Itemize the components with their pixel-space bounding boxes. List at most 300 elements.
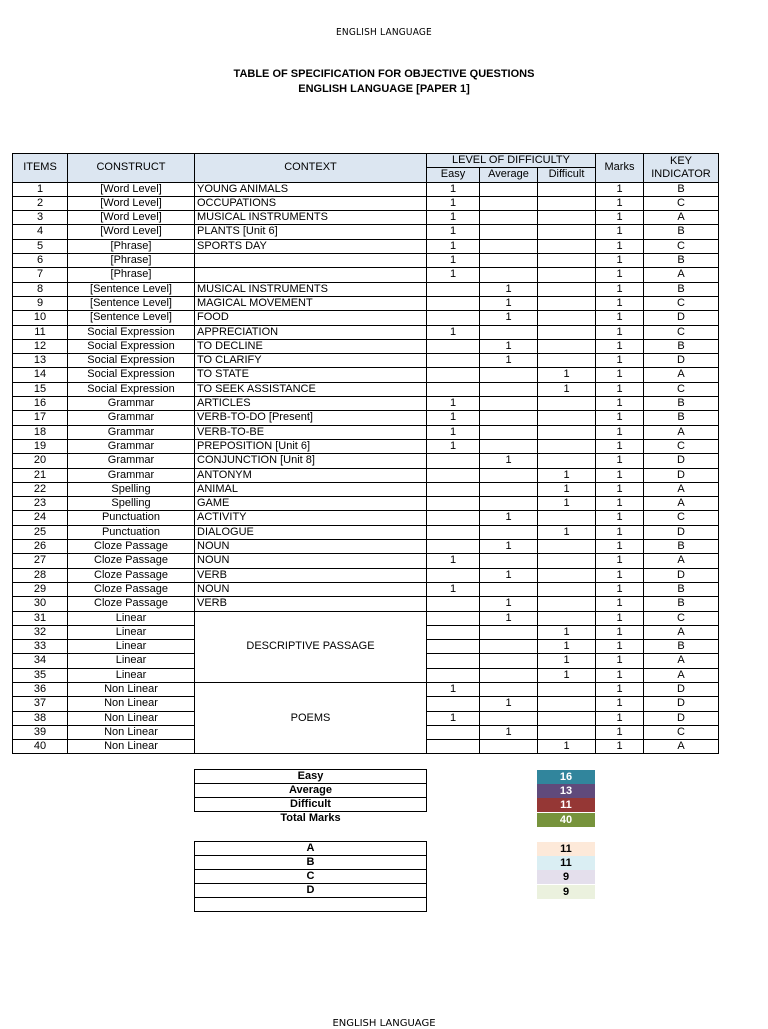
key-indicator-cell: A (644, 740, 719, 754)
table-row (13, 368, 719, 382)
context-cell: PREPOSITION [Unit 6] (195, 439, 427, 453)
header-context: CONTEXT (195, 154, 427, 183)
average-cell: 1 (480, 511, 538, 525)
key-summary-table (194, 841, 427, 912)
item-number-cell: 3 (13, 211, 68, 225)
header-level-of-difficulty: LEVEL OF DIFFICULTY (427, 154, 596, 168)
marks-cell: 1 (596, 268, 644, 282)
marks-cell: 1 (596, 511, 644, 525)
difficult-cell: 1 (538, 468, 596, 482)
document-title: TABLE OF SPECIFICATION FOR OBJECTIVE QUESTIONS (233, 68, 535, 80)
difficult-cell (538, 540, 596, 554)
difficult-cell: 1 (538, 482, 596, 496)
summary-row (195, 812, 427, 826)
item-number-cell: 40 (13, 740, 68, 754)
easy-cell: 1 (427, 182, 480, 196)
easy-cell (427, 625, 480, 639)
summary-empty-cell (195, 898, 427, 912)
average-cell: 1 (480, 311, 538, 325)
context-cell: DIALOGUE (195, 525, 427, 539)
context-cell: OCCUPATIONS (195, 196, 427, 210)
average-cell (480, 211, 538, 225)
summary-empty-row (195, 898, 427, 912)
average-cell: 1 (480, 282, 538, 296)
difficult-cell (538, 568, 596, 582)
easy-cell: 1 (427, 411, 480, 425)
context-cell: APPRECIATION (195, 325, 427, 339)
construct-cell: Social Expression (68, 382, 195, 396)
context-cell (195, 254, 427, 268)
key-indicator-cell: A (644, 368, 719, 382)
item-number-cell: 25 (13, 525, 68, 539)
marks-cell: 1 (596, 711, 644, 725)
key-indicator-cell: A (644, 482, 719, 496)
item-number-cell: 17 (13, 411, 68, 425)
construct-cell: [Word Level] (68, 211, 195, 225)
marks-cell: 1 (596, 468, 644, 482)
easy-cell (427, 640, 480, 654)
summary-row (195, 842, 427, 856)
easy-cell (427, 311, 480, 325)
marks-cell: 1 (596, 497, 644, 511)
summary-row (195, 784, 427, 798)
key-indicator-cell: A (644, 654, 719, 668)
marks-cell: 1 (596, 368, 644, 382)
average-cell (480, 482, 538, 496)
average-cell: 1 (480, 568, 538, 582)
easy-cell: 1 (427, 582, 480, 596)
item-number-cell: 7 (13, 268, 68, 282)
easy-cell: 1 (427, 268, 480, 282)
item-number-cell: 1 (13, 182, 68, 196)
average-cell: 1 (480, 454, 538, 468)
table-row (13, 568, 719, 582)
easy-cell (427, 454, 480, 468)
average-cell: 1 (480, 597, 538, 611)
difficult-cell: 1 (538, 368, 596, 382)
table-row (13, 397, 719, 411)
marks-cell: 1 (596, 625, 644, 639)
difficult-cell (538, 311, 596, 325)
construct-cell: [Word Level] (68, 196, 195, 210)
easy-cell (427, 468, 480, 482)
average-cell (480, 682, 538, 696)
average-cell (480, 425, 538, 439)
key-indicator-cell: B (644, 397, 719, 411)
header-construct: CONSTRUCT (68, 154, 195, 183)
marks-cell: 1 (596, 640, 644, 654)
construct-cell: Spelling (68, 482, 195, 496)
construct-cell: [Phrase] (68, 254, 195, 268)
table-row (13, 296, 719, 310)
summary-label: C (195, 870, 427, 884)
easy-cell (427, 482, 480, 496)
table-row (13, 311, 719, 325)
item-number-cell: 16 (13, 397, 68, 411)
key-indicator-cell: B (644, 540, 719, 554)
easy-cell: 1 (427, 325, 480, 339)
context-cell: CONJUNCTION [Unit 8] (195, 454, 427, 468)
key-indicator-cell: B (644, 582, 719, 596)
marks-cell: 1 (596, 239, 644, 253)
summary-row (195, 770, 427, 784)
item-number-cell: 36 (13, 682, 68, 696)
construct-cell: Spelling (68, 497, 195, 511)
marks-cell: 1 (596, 225, 644, 239)
table-row (13, 325, 719, 339)
construct-cell: Cloze Passage (68, 597, 195, 611)
average-cell (480, 525, 538, 539)
easy-cell (427, 296, 480, 310)
item-number-cell: 19 (13, 439, 68, 453)
construct-cell: Cloze Passage (68, 568, 195, 582)
context-cell: MUSICAL INSTRUMENTS (195, 282, 427, 296)
easy-cell (427, 725, 480, 739)
summary-label: Total Marks (280, 812, 341, 824)
construct-cell: [Word Level] (68, 182, 195, 196)
construct-cell: Linear (68, 640, 195, 654)
marks-cell: 1 (596, 182, 644, 196)
specification-table-body (13, 182, 719, 754)
context-cell: TO DECLINE (195, 339, 427, 353)
item-number-cell: 18 (13, 425, 68, 439)
construct-cell: Grammar (68, 397, 195, 411)
header-difficult: Difficult (538, 168, 596, 182)
easy-cell (427, 368, 480, 382)
difficult-cell (538, 182, 596, 196)
average-cell (480, 397, 538, 411)
marks-cell: 1 (596, 425, 644, 439)
difficult-cell (538, 339, 596, 353)
difficult-cell: 1 (538, 668, 596, 682)
easy-cell: 1 (427, 254, 480, 268)
average-cell: 1 (480, 725, 538, 739)
context-cell: VERB-TO-BE (195, 425, 427, 439)
construct-cell: Punctuation (68, 525, 195, 539)
table-row (13, 254, 719, 268)
item-number-cell: 21 (13, 468, 68, 482)
marks-cell: 1 (596, 568, 644, 582)
difficult-cell: 1 (538, 654, 596, 668)
difficult-cell (538, 597, 596, 611)
key-indicator-cell: B (644, 640, 719, 654)
easy-cell (427, 668, 480, 682)
summary-value: 9 (537, 885, 595, 899)
marks-cell: 1 (596, 654, 644, 668)
table-row (13, 554, 719, 568)
construct-cell: Social Expression (68, 368, 195, 382)
context-cell: PLANTS [Unit 6] (195, 225, 427, 239)
difficult-cell (538, 211, 596, 225)
average-cell: 1 (480, 296, 538, 310)
easy-cell: 1 (427, 425, 480, 439)
table-row (13, 182, 719, 196)
item-number-cell: 27 (13, 554, 68, 568)
key-indicator-cell: A (644, 497, 719, 511)
construct-cell: Non Linear (68, 682, 195, 696)
item-number-cell: 35 (13, 668, 68, 682)
summary-label: Average (195, 784, 427, 798)
average-cell (480, 382, 538, 396)
marks-cell: 1 (596, 339, 644, 353)
construct-cell: [Sentence Level] (68, 282, 195, 296)
construct-cell: Social Expression (68, 354, 195, 368)
average-cell (480, 325, 538, 339)
difficult-cell (538, 397, 596, 411)
difficult-cell: 1 (538, 497, 596, 511)
difficult-cell (538, 511, 596, 525)
average-cell (480, 254, 538, 268)
table-row (13, 682, 719, 696)
key-indicator-cell: A (644, 625, 719, 639)
average-cell (480, 268, 538, 282)
table-row (13, 482, 719, 496)
marks-cell: 1 (596, 325, 644, 339)
key-indicator-cell: D (644, 468, 719, 482)
marks-cell: 1 (596, 697, 644, 711)
header-easy: Easy (427, 168, 480, 182)
item-number-cell: 9 (13, 296, 68, 310)
item-number-cell: 14 (13, 368, 68, 382)
difficult-cell (538, 254, 596, 268)
context-cell: ACTIVITY (195, 511, 427, 525)
easy-cell: 1 (427, 211, 480, 225)
table-row (13, 611, 719, 625)
average-cell (480, 654, 538, 668)
context-cell: VERB (195, 597, 427, 611)
marks-cell: 1 (596, 682, 644, 696)
summary-label: D (195, 884, 427, 898)
marks-cell: 1 (596, 525, 644, 539)
easy-cell (427, 654, 480, 668)
summary-value: 11 (537, 798, 595, 812)
context-poems: POEMS (195, 682, 427, 753)
marks-cell: 1 (596, 740, 644, 754)
key-indicator-cell: D (644, 568, 719, 582)
difficult-cell (538, 325, 596, 339)
key-indicator-cell: B (644, 339, 719, 353)
key-indicator-cell: D (644, 354, 719, 368)
key-indicator-cell: D (644, 525, 719, 539)
construct-cell: [Phrase] (68, 268, 195, 282)
difficult-cell: 1 (538, 382, 596, 396)
item-number-cell: 15 (13, 382, 68, 396)
item-number-cell: 5 (13, 239, 68, 253)
average-cell (480, 368, 538, 382)
easy-cell: 1 (427, 439, 480, 453)
average-cell: 1 (480, 611, 538, 625)
easy-cell (427, 497, 480, 511)
summary-label: Easy (195, 770, 427, 784)
item-number-cell: 37 (13, 697, 68, 711)
page-header: ENGLISH LANGUAGE (336, 27, 432, 38)
easy-cell: 1 (427, 225, 480, 239)
easy-cell (427, 611, 480, 625)
summary-row (195, 870, 427, 884)
context-cell: TO SEEK ASSISTANCE (195, 382, 427, 396)
item-number-cell: 11 (13, 325, 68, 339)
document-subtitle: ENGLISH LANGUAGE [PAPER 1] (298, 83, 470, 95)
construct-cell: Cloze Passage (68, 582, 195, 596)
item-number-cell: 13 (13, 354, 68, 368)
key-indicator-cell: B (644, 254, 719, 268)
table-row (13, 497, 719, 511)
construct-cell: Linear (68, 625, 195, 639)
average-cell: 1 (480, 540, 538, 554)
key-indicator-cell: C (644, 439, 719, 453)
difficult-cell (538, 682, 596, 696)
key-indicator-cell: A (644, 554, 719, 568)
construct-cell: Linear (68, 654, 195, 668)
context-cell: ARTICLES (195, 397, 427, 411)
item-number-cell: 39 (13, 725, 68, 739)
key-indicator-cell: D (644, 454, 719, 468)
easy-cell (427, 697, 480, 711)
specification-table (12, 153, 719, 754)
table-row (13, 540, 719, 554)
marks-cell: 1 (596, 382, 644, 396)
context-cell: FOOD (195, 311, 427, 325)
marks-cell: 1 (596, 725, 644, 739)
difficult-cell (538, 425, 596, 439)
item-number-cell: 10 (13, 311, 68, 325)
difficult-cell: 1 (538, 740, 596, 754)
easy-cell: 1 (427, 554, 480, 568)
table-row (13, 425, 719, 439)
key-indicator-cell: C (644, 611, 719, 625)
key-indicator-cell: D (644, 697, 719, 711)
easy-cell (427, 568, 480, 582)
average-cell (480, 497, 538, 511)
context-cell (195, 268, 427, 282)
construct-cell: Social Expression (68, 339, 195, 353)
average-cell (480, 582, 538, 596)
easy-cell (427, 339, 480, 353)
difficult-cell (538, 196, 596, 210)
key-indicator-cell: D (644, 711, 719, 725)
marks-cell: 1 (596, 611, 644, 625)
marks-cell: 1 (596, 482, 644, 496)
marks-cell: 1 (596, 597, 644, 611)
item-number-cell: 29 (13, 582, 68, 596)
construct-cell: Non Linear (68, 697, 195, 711)
construct-cell: [Word Level] (68, 225, 195, 239)
header-marks: Marks (596, 154, 644, 183)
difficult-cell (538, 697, 596, 711)
average-cell: 1 (480, 354, 538, 368)
item-number-cell: 6 (13, 254, 68, 268)
easy-cell (427, 511, 480, 525)
summary-value: 40 (537, 813, 595, 827)
average-cell (480, 411, 538, 425)
marks-cell: 1 (596, 582, 644, 596)
average-cell (480, 740, 538, 754)
table-row (13, 411, 719, 425)
context-cell: GAME (195, 497, 427, 511)
construct-cell: Grammar (68, 411, 195, 425)
summary-value: 11 (537, 856, 595, 870)
construct-cell: Grammar (68, 454, 195, 468)
context-cell: ANTONYM (195, 468, 427, 482)
easy-cell: 1 (427, 682, 480, 696)
marks-cell: 1 (596, 196, 644, 210)
summary-label: Difficult (195, 798, 427, 812)
average-cell (480, 668, 538, 682)
difficult-cell: 1 (538, 525, 596, 539)
item-number-cell: 22 (13, 482, 68, 496)
difficult-cell (538, 711, 596, 725)
difficult-cell: 1 (538, 640, 596, 654)
table-row (13, 196, 719, 210)
table-row (13, 211, 719, 225)
key-indicator-cell: C (644, 325, 719, 339)
construct-cell: Linear (68, 611, 195, 625)
table-row (13, 582, 719, 596)
average-cell (480, 225, 538, 239)
context-cell: VERB (195, 568, 427, 582)
construct-cell: Punctuation (68, 511, 195, 525)
marks-cell: 1 (596, 211, 644, 225)
context-cell: NOUN (195, 540, 427, 554)
difficult-cell (538, 411, 596, 425)
marks-cell: 1 (596, 540, 644, 554)
summary-row (195, 884, 427, 898)
difficult-cell (538, 439, 596, 453)
item-number-cell: 23 (13, 497, 68, 511)
difficult-cell (538, 611, 596, 625)
construct-cell: [Sentence Level] (68, 311, 195, 325)
average-cell: 1 (480, 697, 538, 711)
key-indicator-cell: A (644, 211, 719, 225)
item-number-cell: 31 (13, 611, 68, 625)
average-cell (480, 182, 538, 196)
difficult-cell (538, 354, 596, 368)
difficult-cell (538, 268, 596, 282)
item-number-cell: 28 (13, 568, 68, 582)
table-row (13, 239, 719, 253)
construct-cell: Non Linear (68, 711, 195, 725)
construct-cell: Cloze Passage (68, 540, 195, 554)
context-cell: NOUN (195, 582, 427, 596)
average-cell (480, 625, 538, 639)
easy-cell (427, 382, 480, 396)
easy-cell (427, 540, 480, 554)
easy-cell (427, 740, 480, 754)
marks-cell: 1 (596, 454, 644, 468)
summary-row (195, 856, 427, 870)
difficult-cell (538, 582, 596, 596)
summary-value: 16 (537, 770, 595, 784)
average-cell (480, 239, 538, 253)
difficult-cell (538, 225, 596, 239)
key-indicator-cell: C (644, 511, 719, 525)
table-row (13, 439, 719, 453)
item-number-cell: 38 (13, 711, 68, 725)
context-cell: MAGICAL MOVEMENT (195, 296, 427, 310)
difficult-cell (538, 296, 596, 310)
key-indicator-cell: D (644, 682, 719, 696)
item-number-cell: 26 (13, 540, 68, 554)
key-indicator-cell: B (644, 411, 719, 425)
construct-cell: Grammar (68, 425, 195, 439)
table-row (13, 282, 719, 296)
context-cell: TO STATE (195, 368, 427, 382)
item-number-cell: 4 (13, 225, 68, 239)
key-indicator-cell: C (644, 382, 719, 396)
item-number-cell: 30 (13, 597, 68, 611)
marks-cell: 1 (596, 397, 644, 411)
average-cell (480, 196, 538, 210)
